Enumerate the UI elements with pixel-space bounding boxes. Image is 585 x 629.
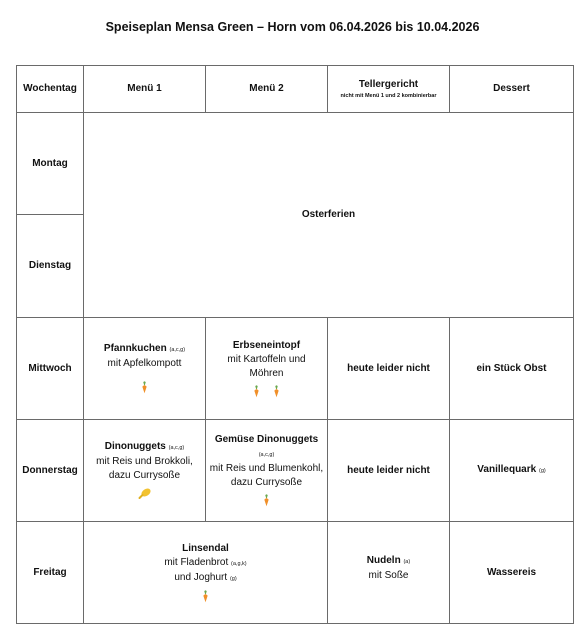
fri-menu-desc-2: und Joghurt [174,571,228,583]
header-row [17,66,574,113]
fri-tellergericht-title: Nudeln [366,555,401,566]
row-thursday [17,420,574,522]
row-friday [17,522,574,624]
header-tellergericht-note: nicht mit Menü 1 und 2 kombinierbar [340,93,437,99]
thu-tellergericht: heute leider nicht [328,420,450,522]
header-dessert: Dessert [450,66,574,113]
holiday-cell: Osterferien [84,113,574,318]
fri-menu-desc-2-allergens: (g) [229,575,237,582]
wed-menu-1-title: Pfannkuchen [103,343,167,354]
thu-dessert-allergens: (g) [538,468,546,474]
day-friday: Freitag [17,522,84,624]
header-menu-1: Menü 1 [84,66,206,113]
thu-menu-1-title: Dinonuggets [104,441,166,452]
thu-menu-1 [84,420,206,522]
carrot-icon [141,381,148,394]
wed-menu-2-title: Erbseneintopf [232,339,301,351]
day-tuesday: Dienstag [17,215,84,318]
thu-dessert-title: Vanillequark [477,464,537,475]
fri-menu-desc-1-allergens: (a,g,k) [231,560,247,567]
fri-tellergericht-allergens: (a) [403,559,411,565]
thu-menu-2-desc-2: dazu Currysoße [230,477,303,488]
wed-menu-1-allergens: (a,c,g) [169,347,186,353]
carrot-icon [273,385,280,398]
header-menu-2: Menü 2 [206,66,328,113]
chicken-leg-icon [138,487,152,500]
thu-dessert [450,420,574,522]
header-tellergericht-label: Tellergericht [358,79,419,90]
thu-menu-2-allergens: (a,c,g) [258,452,275,458]
thu-menu-2-title: Gemüse Dinonuggets [214,434,319,445]
carrot-icon [253,385,260,398]
thu-menu-1-desc-1: mit Reis und Brokkoli, [96,456,193,467]
wed-menu-2-desc-2: Möhren [249,367,284,379]
fri-dessert: Wassereis [450,522,574,624]
page-title: Speiseplan Mensa Green – Horn vom 06.04.2026 bis 10.04.2026 [105,20,480,34]
fri-menu-desc-1: mit Fladenbrot [164,556,229,568]
wed-menu-2 [206,318,328,420]
fri-tellergericht-desc: mit Soße [368,570,409,581]
wed-tellergericht: heute leider nicht [328,318,450,420]
wed-menu-1 [84,318,206,420]
wed-dessert: ein Stück Obst [450,318,574,420]
thu-menu-1-desc-2: dazu Currysoße [108,470,181,481]
thu-menu-2 [206,420,328,522]
menu-table [16,65,574,624]
wed-menu-1-desc: mit Apfelkompott [107,358,182,369]
day-wednesday: Mittwoch [17,318,84,420]
carrot-icon [202,590,209,603]
thu-menu-2-desc-1: mit Reis und Blumenkohl, [209,463,324,474]
day-monday: Montag [17,113,84,215]
thu-menu-1-allergens: (a,c,g) [168,445,185,451]
carrot-icon [263,494,270,507]
fri-menu [84,522,328,624]
wed-menu-2-desc-1: mit Kartoffeln und [227,353,306,365]
day-thursday: Donnerstag [17,420,84,522]
row-wednesday [17,318,574,420]
fri-menu-title: Linsendal [182,542,229,554]
header-wochentag: Wochentag [17,66,84,113]
fri-tellergericht [328,522,450,624]
row-monday [17,113,574,215]
header-tellergericht [328,66,450,113]
